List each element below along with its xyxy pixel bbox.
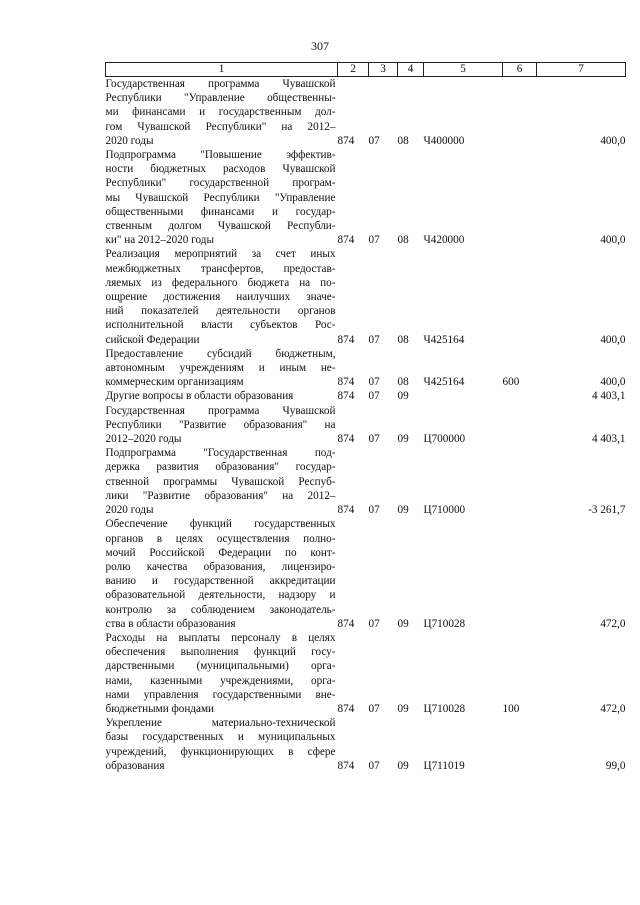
amount: 472,0	[600, 617, 626, 630]
expense-name-line: гом Чувашской Республики" на 2012–	[105, 120, 336, 133]
expense-name-line: Реализация мероприятий за счет иных	[105, 248, 336, 261]
expense-name-line: Другие вопросы в области образования	[105, 390, 294, 403]
amount: 400,0	[600, 333, 626, 346]
expense-name-line: 2020 годы	[105, 134, 154, 147]
section-code: 07	[368, 390, 380, 403]
target-article-code: Ч420000	[423, 234, 465, 247]
budget-table	[105, 62, 626, 773]
section-code: 07	[368, 759, 380, 772]
ministry-code: 874	[337, 376, 355, 389]
expense-name	[106, 148, 338, 247]
amount: -3 261,7	[588, 504, 626, 517]
expense-name-line: Государственная программа Чувашской	[105, 78, 336, 90]
subsection-code: 09	[397, 702, 409, 715]
expense-name-line: 2012–2020 годы	[105, 433, 182, 446]
expense-name-line: мочий Российской Федерации по конт-	[105, 546, 336, 559]
section-code: 07	[368, 504, 380, 517]
expense-name-line: образования	[105, 759, 165, 772]
table-row	[106, 247, 626, 346]
column-header: 3	[369, 63, 398, 77]
expense-type-code	[503, 247, 537, 346]
expense-name	[106, 404, 338, 447]
target-article-code: Ц710028	[423, 702, 466, 715]
expense-name-line: Укрепление материально-технической	[105, 717, 336, 730]
amount: 4 403,1	[591, 390, 626, 403]
ministry-code: 874	[337, 333, 355, 346]
expense-name-line: базы государственных и муниципальных	[105, 731, 336, 744]
ministry-code: 874	[337, 759, 355, 772]
table-row	[106, 404, 626, 447]
subsection-code: 09	[397, 433, 409, 446]
expense-name-line: Обеспечение функций государственных	[105, 518, 336, 531]
expense-name-line: образовательной деятельности, надзору и	[105, 589, 336, 602]
expense-name-line: ми финансами и государственным дол-	[105, 106, 336, 119]
expense-name-line: ролю качества образования, лицензиро-	[105, 560, 336, 573]
section-code: 07	[368, 234, 380, 247]
expense-type-code	[503, 148, 537, 247]
target-article-code: Ц711019	[423, 759, 465, 772]
expense-name-line: Расходы на выплаты персоналу в целях	[105, 631, 336, 644]
expense-name-line: Республики "Развитие образования" на	[105, 418, 336, 431]
table-row	[106, 446, 626, 517]
amount: 400,0	[600, 376, 626, 389]
table-header-row	[106, 63, 626, 77]
expense-name-line: держка развития образования" государ-	[105, 461, 336, 474]
amount: 99,0	[605, 759, 626, 772]
table-row	[106, 389, 626, 403]
expense-name-line: Республики "Управление общественны-	[105, 92, 336, 105]
subsection-code: 08	[397, 333, 409, 346]
target-article-code: Ч425164	[423, 376, 465, 389]
expense-name-line: Республики" государственной програм-	[105, 177, 336, 190]
expense-name-line: нами управления государственными вне-	[105, 688, 336, 701]
section-code: 07	[368, 617, 380, 630]
expense-name-line: обеспечения выполнения функций госу-	[105, 646, 336, 659]
section-code: 07	[368, 134, 380, 147]
expense-name-line: 2020 годы	[105, 504, 154, 517]
amount: 4 403,1	[591, 433, 626, 446]
expense-name-line: сийской Федерации	[105, 333, 200, 346]
expense-name	[106, 517, 338, 631]
subsection-code: 08	[397, 234, 409, 247]
section-code: 07	[368, 702, 380, 715]
subsection-code: 08	[397, 134, 409, 147]
expense-name-line: ки" на 2012–2020 годы	[105, 234, 214, 247]
expense-name	[106, 247, 338, 346]
column-header: 7	[537, 63, 626, 77]
expense-type-code: 100	[502, 702, 520, 715]
target-article-code: Ч425164	[423, 333, 465, 346]
ministry-code: 874	[337, 433, 355, 446]
expense-name-line: учреждений, функционирующих в сфере	[105, 745, 336, 758]
expense-name-line: дарственными (муниципальными) орга-	[105, 660, 336, 673]
ministry-code: 874	[337, 702, 355, 715]
expense-name-line: ственным долгом Чувашской Республи-	[105, 220, 336, 233]
target-article-code	[424, 389, 503, 403]
expense-name-line: Подпрограмма "Государственная под-	[105, 447, 336, 460]
amount: 472,0	[600, 702, 626, 715]
subsection-code: 09	[397, 390, 409, 403]
expense-name-line: межбюджетных трансфертов, предостав-	[105, 262, 336, 275]
expense-name-line: ляемых из федерального бюджета на по-	[105, 276, 336, 289]
expense-name-line: исполнительной власти субъектов Рос-	[105, 319, 336, 332]
expense-name-line: Государственная программа Чувашской	[105, 404, 336, 417]
expense-name-line: нами, казенными учреждениями, орга-	[105, 674, 336, 687]
page-number: 307	[311, 39, 329, 53]
column-header: 6	[503, 63, 537, 77]
expense-name	[106, 347, 338, 390]
expense-type-code	[503, 77, 537, 149]
expense-name-line: ощрение достижения наилучших значе-	[105, 291, 336, 304]
ministry-code: 874	[337, 234, 355, 247]
expense-name-line: ний показателей деятельности органов	[105, 305, 336, 318]
ministry-code: 874	[337, 390, 355, 403]
section-code: 07	[368, 376, 380, 389]
table-row	[106, 631, 626, 716]
subsection-code: 09	[397, 504, 409, 517]
ministry-code: 874	[337, 134, 355, 147]
target-article-code: Ц710028	[423, 617, 466, 630]
expense-type-code	[503, 446, 537, 517]
expense-type-code	[503, 389, 537, 403]
section-code: 07	[368, 333, 380, 346]
expense-name-line: ства в области образования	[105, 617, 236, 630]
expense-type-code: 600	[502, 376, 520, 389]
target-article-code: Ц710000	[423, 504, 466, 517]
expense-name-line: мы Чувашской Республики "Управление	[105, 191, 336, 204]
expense-name-line: ственной программы Чувашской Респуб-	[105, 475, 336, 488]
expense-name-line: Подпрограмма "Повышение эффектив-	[105, 149, 336, 162]
table-row	[106, 716, 626, 773]
ministry-code: 874	[337, 504, 355, 517]
expense-name-line: коммерческим организациям	[105, 376, 244, 389]
expense-type-code	[503, 716, 537, 773]
table-row	[106, 347, 626, 390]
expense-name	[106, 631, 338, 716]
expense-name-line: лики "Развитие образования" на 2012–	[105, 489, 336, 502]
table-row	[106, 148, 626, 247]
column-header: 1	[106, 63, 338, 77]
expense-name	[106, 446, 338, 517]
subsection-code: 09	[397, 759, 409, 772]
section-code: 07	[368, 433, 380, 446]
amount: 400,0	[600, 134, 626, 147]
expense-name-line: органов в целях осуществления полно-	[105, 532, 336, 545]
ministry-code: 874	[337, 617, 355, 630]
column-header: 2	[338, 63, 369, 77]
subsection-code: 09	[397, 617, 409, 630]
expense-name-line: ванию и государственной аккредитации	[105, 575, 336, 588]
table-row	[106, 77, 626, 149]
expense-name-line: общественными финансами и государ-	[105, 205, 336, 218]
expense-name-line: Предоставление субсидий бюджетным,	[105, 347, 336, 360]
expense-name	[106, 716, 338, 773]
column-header: 4	[398, 63, 424, 77]
table-row	[106, 517, 626, 631]
target-article-code: Ц700000	[423, 433, 466, 446]
expense-name-line: бюджетными фондами	[105, 702, 215, 715]
expense-name	[106, 389, 338, 403]
expense-type-code	[503, 404, 537, 447]
expense-name-line: контролю за соблюдением законодатель-	[105, 603, 336, 616]
subsection-code: 08	[397, 376, 409, 389]
expense-name-line: автономным учреждениям и иным не-	[105, 362, 336, 375]
column-header: 5	[424, 63, 503, 77]
target-article-code: Ч400000	[423, 134, 465, 147]
expense-type-code	[503, 517, 537, 631]
expense-name	[106, 77, 338, 149]
amount: 400,0	[600, 234, 626, 247]
expense-name-line: ности бюджетных расходов Чувашской	[105, 163, 336, 176]
